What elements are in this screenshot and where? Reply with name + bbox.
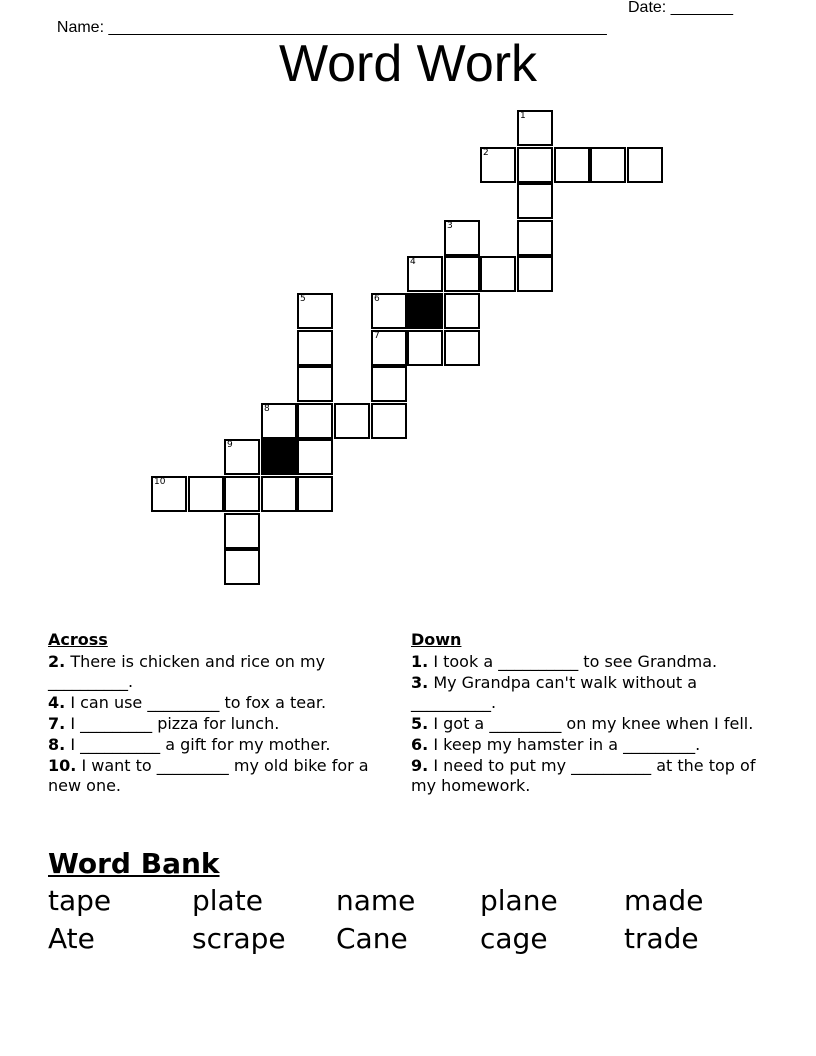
crossword-cell[interactable] bbox=[407, 330, 443, 366]
across-clue bbox=[48, 735, 378, 755]
crossword-cell[interactable] bbox=[224, 439, 260, 475]
crossword-cell[interactable] bbox=[590, 147, 626, 183]
clue-number: 2 bbox=[483, 148, 489, 158]
clue-number-label: 8. bbox=[48, 735, 66, 754]
crossword-cell[interactable] bbox=[261, 476, 297, 512]
crossword-cell[interactable] bbox=[371, 403, 407, 439]
crossword-cell[interactable] bbox=[297, 330, 333, 366]
clue-text: I _________ pizza for lunch. bbox=[70, 714, 280, 733]
name-field: Name: ________________________________________________________ bbox=[56, 19, 607, 36]
word-bank-word: plate bbox=[192, 884, 263, 917]
down-clue bbox=[411, 652, 756, 672]
across-clues bbox=[48, 630, 378, 797]
clue-number: 8 bbox=[264, 404, 270, 414]
crossword-cell[interactable] bbox=[297, 366, 333, 402]
crossword-block-cell bbox=[407, 293, 443, 329]
crossword-cell[interactable] bbox=[188, 476, 224, 512]
clue-number-label: 6. bbox=[411, 735, 429, 754]
down-clue bbox=[411, 673, 756, 713]
page-title: Word Work bbox=[278, 35, 538, 93]
word-bank-word: Ate bbox=[48, 922, 95, 955]
down-clue bbox=[411, 756, 756, 796]
crossword-cell[interactable] bbox=[517, 256, 553, 292]
word-bank-row bbox=[48, 884, 768, 922]
crossword-cell[interactable] bbox=[627, 147, 663, 183]
clue-text: I got a _________ on my knee when I fell. bbox=[433, 714, 754, 733]
word-bank-word: Cane bbox=[336, 922, 408, 955]
across-clue bbox=[48, 693, 378, 713]
crossword-cell[interactable] bbox=[444, 220, 480, 256]
clue-number-label: 10. bbox=[48, 756, 77, 775]
across-clue bbox=[48, 652, 378, 692]
clue-text: I need to put my __________ at the top of my homework. bbox=[411, 756, 756, 795]
crossword-cell[interactable] bbox=[480, 256, 516, 292]
clue-number: 9 bbox=[227, 440, 233, 450]
down-clue bbox=[411, 714, 756, 734]
clue-number: 5 bbox=[300, 294, 306, 304]
clue-text: I want to _________ my old bike for a new one. bbox=[48, 756, 369, 795]
crossword-cell[interactable] bbox=[517, 220, 553, 256]
down-clues bbox=[411, 630, 756, 797]
crossword-cell[interactable] bbox=[517, 147, 553, 183]
crossword-cell[interactable] bbox=[371, 366, 407, 402]
crossword-cell[interactable] bbox=[444, 330, 480, 366]
crossword-cell[interactable] bbox=[554, 147, 590, 183]
clue-text: I can use _________ to fox a tear. bbox=[70, 693, 327, 712]
crossword-cell[interactable] bbox=[224, 549, 260, 585]
clue-number: 1 bbox=[520, 111, 526, 121]
across-clue-list bbox=[48, 652, 378, 796]
crossword-cell[interactable] bbox=[517, 183, 553, 219]
word-bank-row bbox=[48, 922, 768, 960]
clue-number-label: 9. bbox=[411, 756, 429, 775]
word-bank-heading: Word Bank bbox=[48, 847, 220, 880]
clue-number: 4 bbox=[410, 257, 416, 267]
down-clue bbox=[411, 735, 756, 755]
down-clue-list bbox=[411, 652, 756, 796]
clue-number-label: 3. bbox=[411, 673, 429, 692]
word-bank-word: made bbox=[624, 884, 704, 917]
word-bank-word: name bbox=[336, 884, 416, 917]
down-heading: Down bbox=[411, 630, 462, 649]
across-clue bbox=[48, 756, 378, 796]
across-clue bbox=[48, 714, 378, 734]
clue-number: 10 bbox=[154, 477, 166, 487]
crossword-cell[interactable] bbox=[297, 293, 333, 329]
word-bank bbox=[48, 884, 768, 960]
word-bank-word: cage bbox=[480, 922, 548, 955]
clue-text: My Grandpa can't walk without a __________. bbox=[411, 673, 698, 712]
clue-text: I __________ a gift for my mother. bbox=[70, 735, 331, 754]
crossword-cell[interactable] bbox=[334, 403, 370, 439]
crossword-cell[interactable] bbox=[151, 476, 187, 512]
crossword-cell[interactable] bbox=[480, 147, 516, 183]
clue-text: There is chicken and rice on my __________. bbox=[48, 652, 326, 691]
clue-number-label: 2. bbox=[48, 652, 66, 671]
clue-number-label: 5. bbox=[411, 714, 429, 733]
word-bank-word: trade bbox=[624, 922, 699, 955]
clue-number: 6 bbox=[374, 294, 380, 304]
word-bank-word: tape bbox=[48, 884, 112, 917]
clue-number: 7 bbox=[374, 331, 380, 341]
clue-number-label: 4. bbox=[48, 693, 66, 712]
crossword-cell[interactable] bbox=[297, 403, 333, 439]
crossword-cell[interactable] bbox=[371, 293, 407, 329]
clue-text: I took a __________ to see Grandma. bbox=[433, 652, 718, 671]
crossword-cell[interactable] bbox=[224, 513, 260, 549]
crossword-block-cell bbox=[261, 439, 297, 475]
crossword-cell[interactable] bbox=[444, 256, 480, 292]
word-bank-word: plane bbox=[480, 884, 558, 917]
crossword-cell[interactable] bbox=[297, 476, 333, 512]
clue-text: I keep my hamster in a _________. bbox=[433, 735, 701, 754]
date-field: Date: _______ bbox=[628, 0, 733, 16]
word-bank-word: scrape bbox=[192, 922, 286, 955]
crossword-cell[interactable] bbox=[371, 330, 407, 366]
crossword-cell[interactable] bbox=[224, 476, 260, 512]
crossword-cell[interactable] bbox=[297, 439, 333, 475]
crossword-cell[interactable] bbox=[517, 110, 553, 146]
across-heading: Across bbox=[48, 630, 108, 649]
clue-number-label: 7. bbox=[48, 714, 66, 733]
crossword-cell[interactable] bbox=[444, 293, 480, 329]
clue-number: 3 bbox=[447, 221, 453, 231]
crossword-cell[interactable] bbox=[407, 256, 443, 292]
clue-number-label: 1. bbox=[411, 652, 429, 671]
crossword-cell[interactable] bbox=[261, 403, 297, 439]
